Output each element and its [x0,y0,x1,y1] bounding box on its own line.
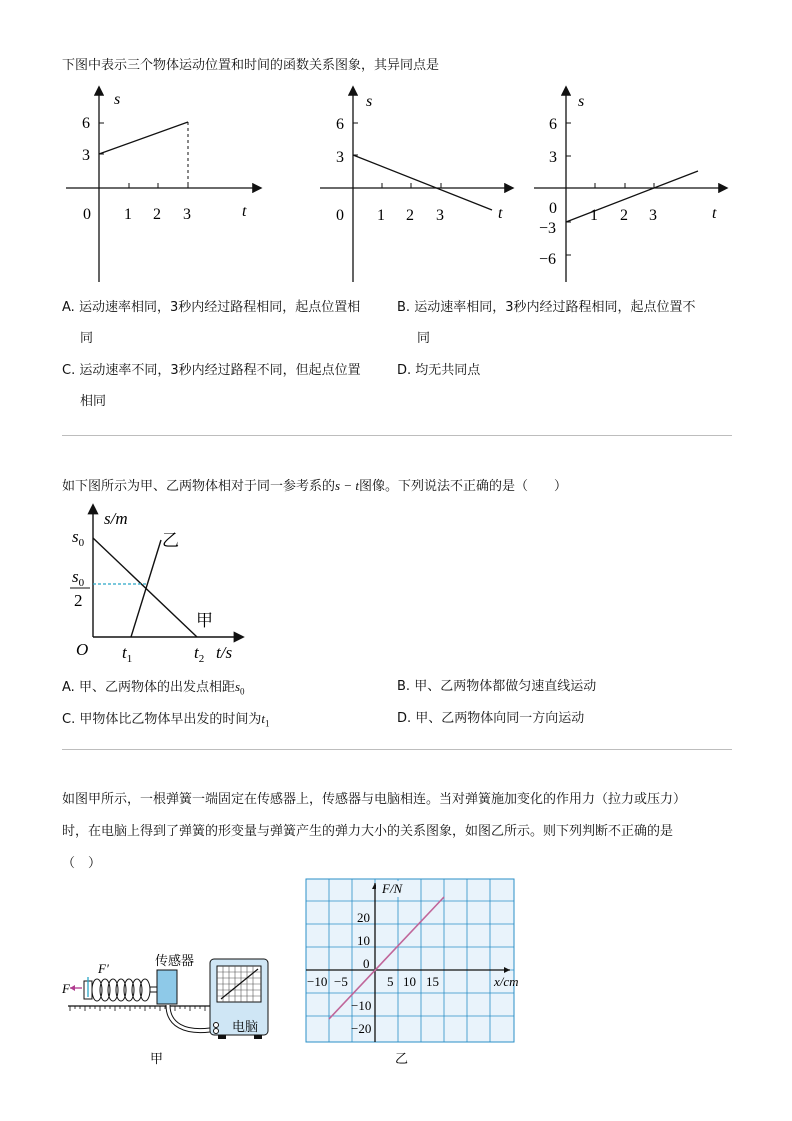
x-tick-3: 3 [183,206,191,223]
origin-label: O [76,640,89,659]
label-sensor: 传感器 [155,954,195,969]
label-computer: 电脑 [232,1020,259,1035]
q3-stem-line1: 如图甲所示，一根弹簧一端固定在传感器上，传感器与电脑相连。当对弹簧施加变化的作用力（拉力或压力） [62,792,687,807]
x-label: t [498,205,503,222]
q2-stem: 如下图所示为甲、乙两物体相对于同一参考系的s − t图像。下列说法不正确的是（ ） [62,478,567,494]
q1-graph-a [62,82,272,292]
line-yi [131,540,161,637]
x-tick-2: 2 [153,206,161,223]
q1-option-b-cont: 同 [417,331,431,346]
q1-graph-c [530,82,730,292]
q1-option-a-cont: 同 [80,331,94,346]
option-text: 运动速率相同，3秒内经过路程相同，起点位置相 [78,300,361,315]
q3-stem-line3: （ ） [62,856,102,871]
x-tick-3: 3 [436,207,444,224]
y-tick-3: 3 [336,149,344,166]
y-tick-10: 10 [357,933,370,948]
option-letter: C. [62,363,76,378]
x-tick-2: 2 [406,207,414,224]
x-label: t [242,203,247,220]
y-tick-neg6: −6 [539,251,557,268]
y-tick-6: 6 [549,116,557,133]
line-jia [93,538,197,637]
origin: 0 [549,200,557,217]
option-text: 运动速率不同，3秒内经过路程不同，但起点位置 [79,363,361,378]
divider [62,749,732,750]
x-label: x/cm [494,974,519,989]
grid-panel [306,879,514,1042]
x-tick-3: 3 [649,207,657,224]
sensor-box [157,970,177,1004]
half-s0-den: 2 [74,591,83,610]
label-yi: 乙 [162,531,179,551]
y-tick-neg20: −20 [351,1021,372,1036]
y-tick-neg3: −3 [539,220,557,237]
option-letter: A. [62,300,75,315]
option-text: 均无共同点 [415,363,481,378]
y-label: s [114,91,121,108]
y-label: s [578,93,585,110]
q1-option-b[interactable] [397,299,695,317]
q2-option-a[interactable]: A. 甲、乙两物体的出发点相距$s_0$ [62,679,245,697]
q3-fig-yi [306,879,519,1071]
q3-fig-jia [60,945,280,1070]
x-tick-2: 2 [620,207,628,224]
label-fprime: F′ [98,961,109,976]
q1-option-c-cont: 相同 [80,394,107,409]
label-jia: 甲 [196,611,213,631]
caption-jia: 甲 [150,1052,164,1067]
x-tick-neg10: −10 [307,974,328,989]
x-tick-10: 10 [403,974,416,989]
y-tick-neg10: −10 [351,998,372,1013]
y-tick-20: 20 [357,910,370,925]
q1-option-a[interactable] [62,299,360,317]
q2-st-graph [64,500,254,670]
y-tick-3: 3 [549,149,557,166]
t1-label: $t_1$ [122,643,133,665]
origin: 0 [363,956,370,971]
origin: 0 [336,207,344,224]
q2-option-c[interactable]: C. 甲物体比乙物体早出发的时间为$t_1$ [62,711,270,729]
y-tick-6: 6 [82,115,90,132]
q2-option-b[interactable]: B. 甲、乙两物体都做匀速直线运动 [397,679,597,694]
s0-label: $s_0$ [72,527,85,549]
q1-graph-b [316,82,516,292]
stem-math: s − t [335,478,359,493]
option-text: 运动速率相同，3秒内经过路程相同，起点位置不 [414,300,696,315]
q1-stem: 下图中表示三个物体运动位置和时间的函数关系图象，其异同点是 [62,58,440,73]
line-graph-a [99,122,188,154]
x-tick-15: 15 [426,974,439,989]
x-tick-5: 5 [387,974,394,989]
x-tick-1: 1 [590,207,598,224]
q2-option-d[interactable]: D. 甲、乙两物体向同一方向运动 [397,711,585,726]
spring [92,979,150,1001]
y-tick-3: 3 [82,147,90,164]
caption-yi: 乙 [395,1052,409,1067]
q1-option-d[interactable] [397,362,480,380]
y-label: F/N [382,881,403,896]
t2-label: $t_2$ [194,643,205,665]
x-label: t [712,205,717,222]
half-s0-num: $s_0$ [72,567,85,589]
y-label: s [366,93,373,110]
origin: 0 [83,206,91,223]
option-letter: B. [397,300,411,315]
x-tick-1: 1 [124,206,132,223]
x-label: t/s [216,643,233,662]
q3-stem-line2: 时，在电脑上得到了弹簧的形变量与弹簧产生的弹力大小的关系图象，如图乙所示。则下列判断不正确的是 [62,824,674,839]
y-label: s/m [104,509,128,528]
y-tick-6: 6 [336,116,344,133]
option-letter: D. [397,363,412,378]
label-f: F [62,981,70,996]
x-tick-1: 1 [377,207,385,224]
line-graph-c [566,171,698,222]
q1-option-c[interactable] [62,362,361,380]
x-tick-neg5: −5 [334,974,348,989]
divider [62,435,732,436]
line-graph-b [353,155,492,210]
